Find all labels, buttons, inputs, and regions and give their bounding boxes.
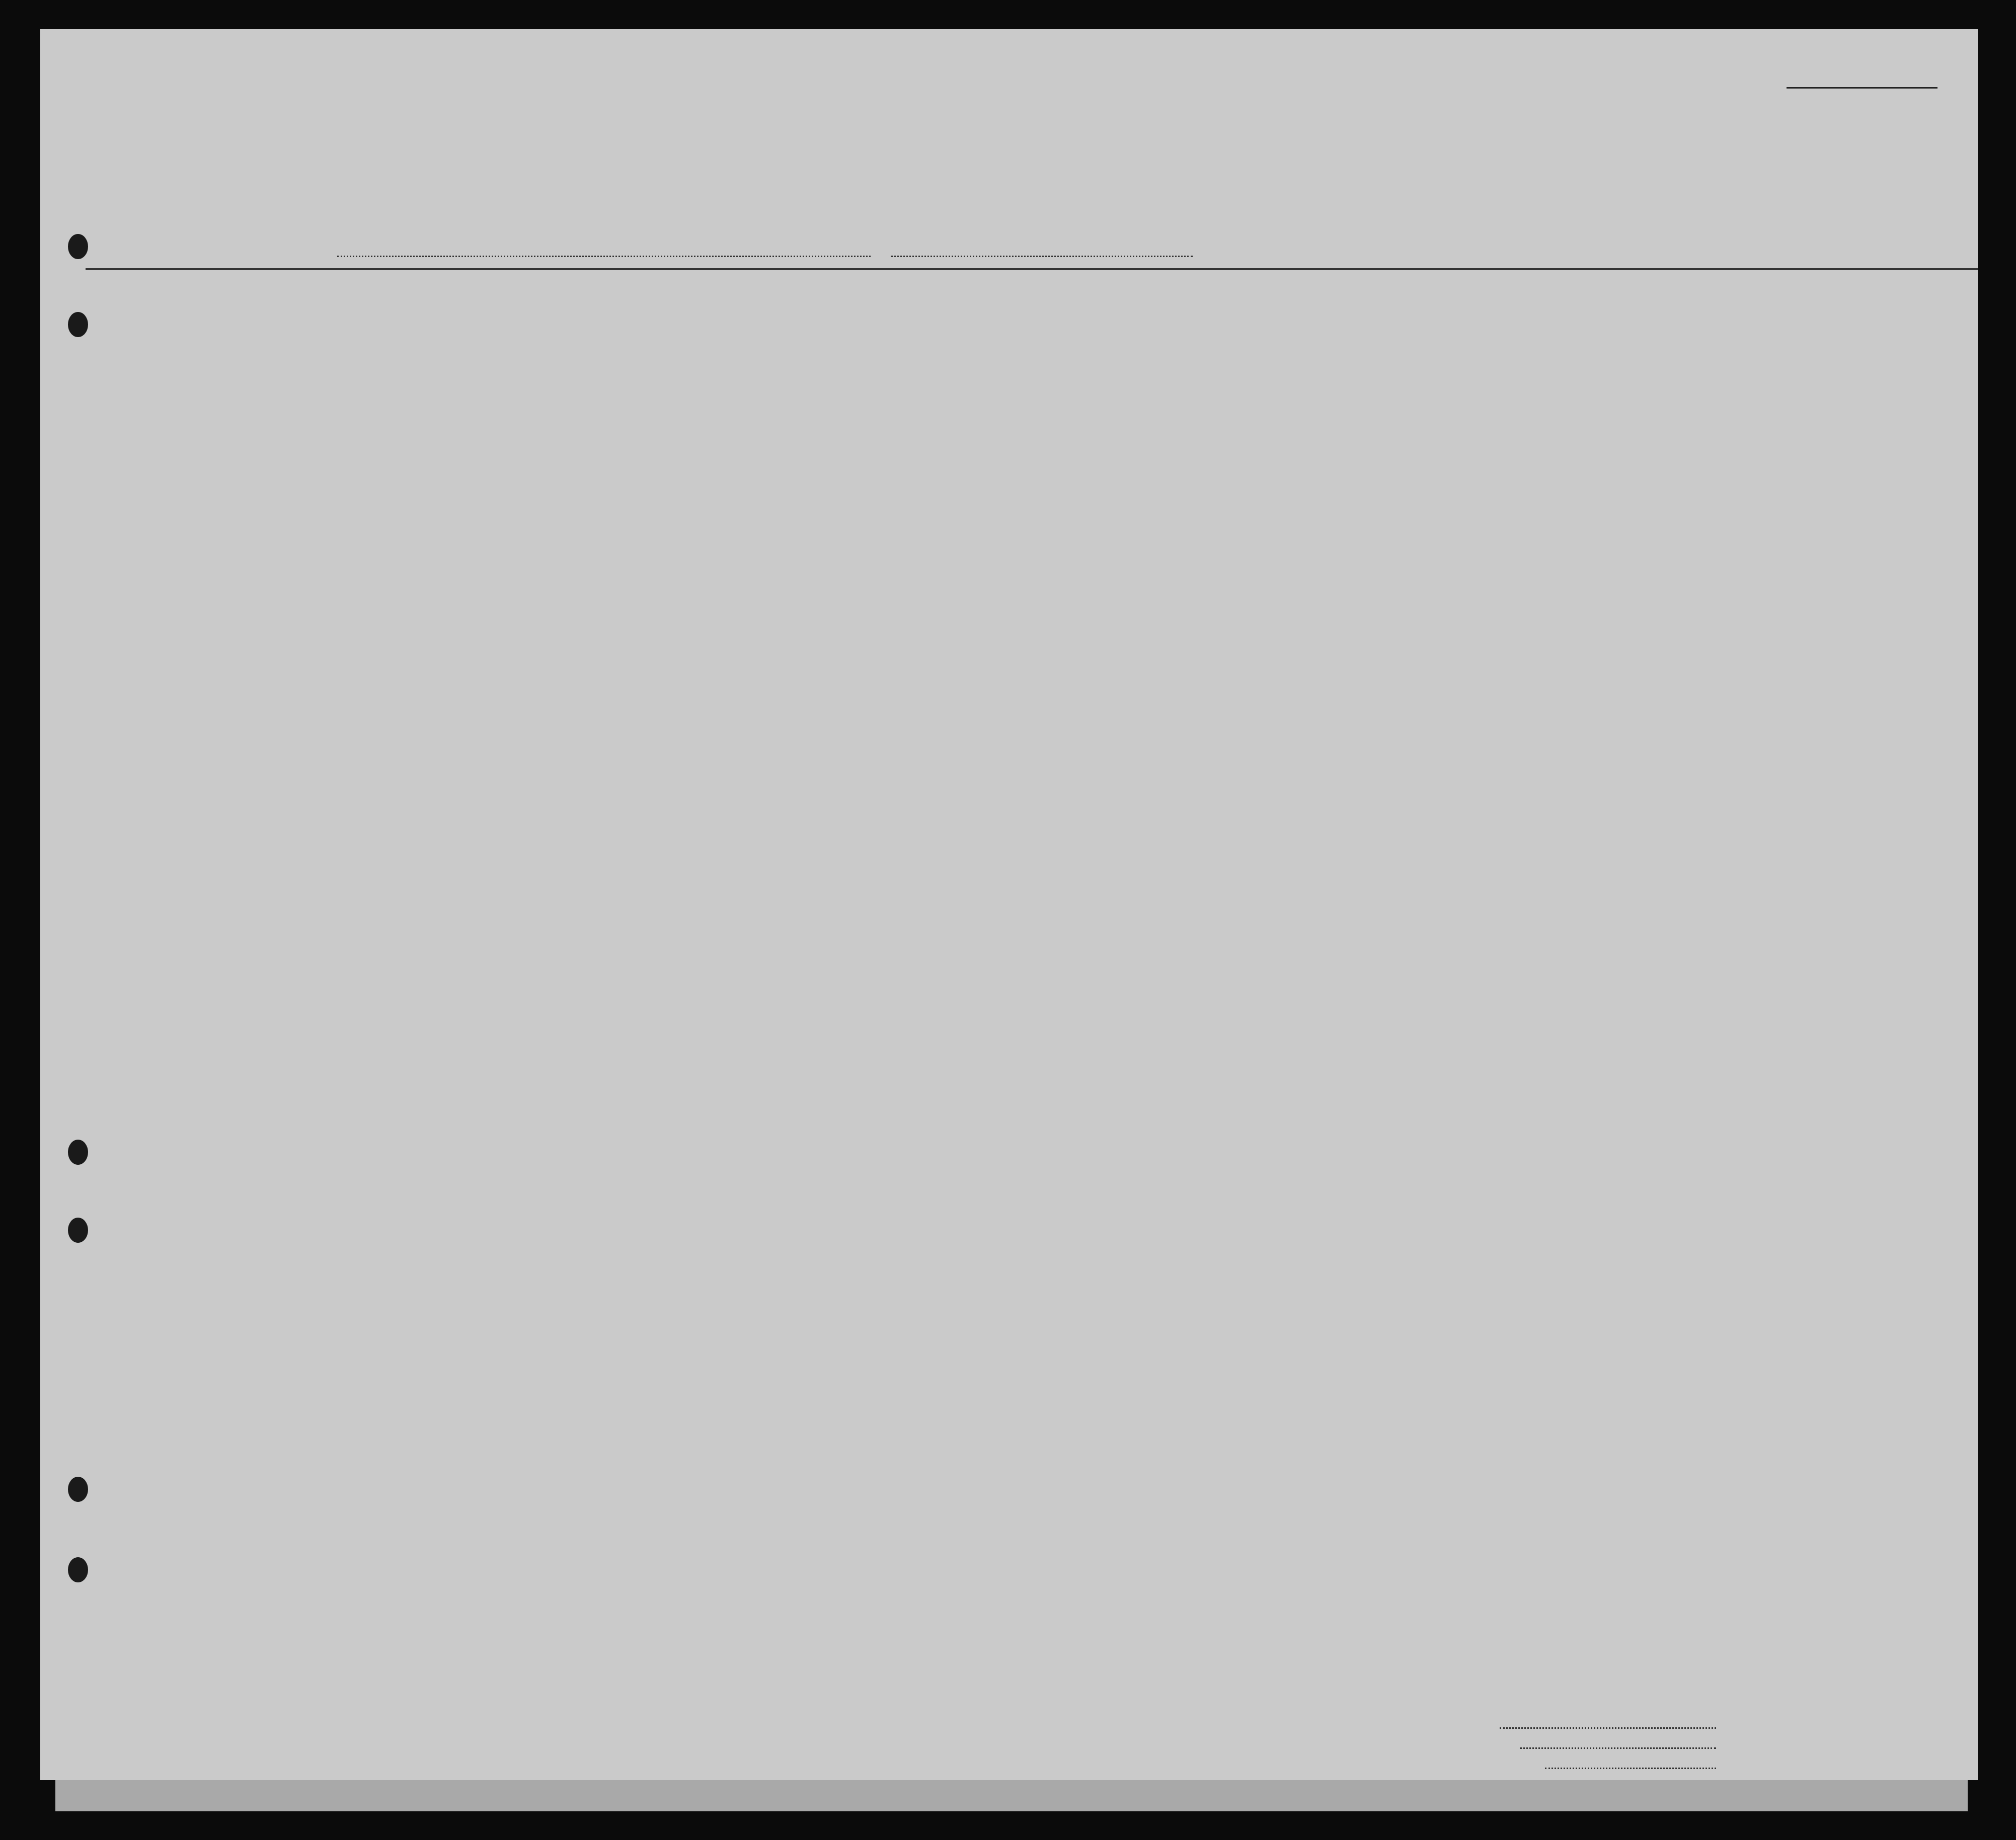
binding-hole	[68, 1557, 88, 1582]
binding-hole	[68, 1477, 88, 1502]
binding-hole	[68, 234, 88, 259]
binding-hole	[68, 1140, 88, 1165]
binding-hole	[68, 1218, 88, 1243]
binding-hole	[68, 312, 88, 337]
owners-signature-line	[1520, 1747, 1716, 1749]
manifest-sheet	[40, 29, 1978, 1780]
agents-signature-line	[1545, 1768, 1716, 1769]
manifest-table	[40, 29, 1978, 1780]
line-signature-line	[1500, 1727, 1716, 1729]
